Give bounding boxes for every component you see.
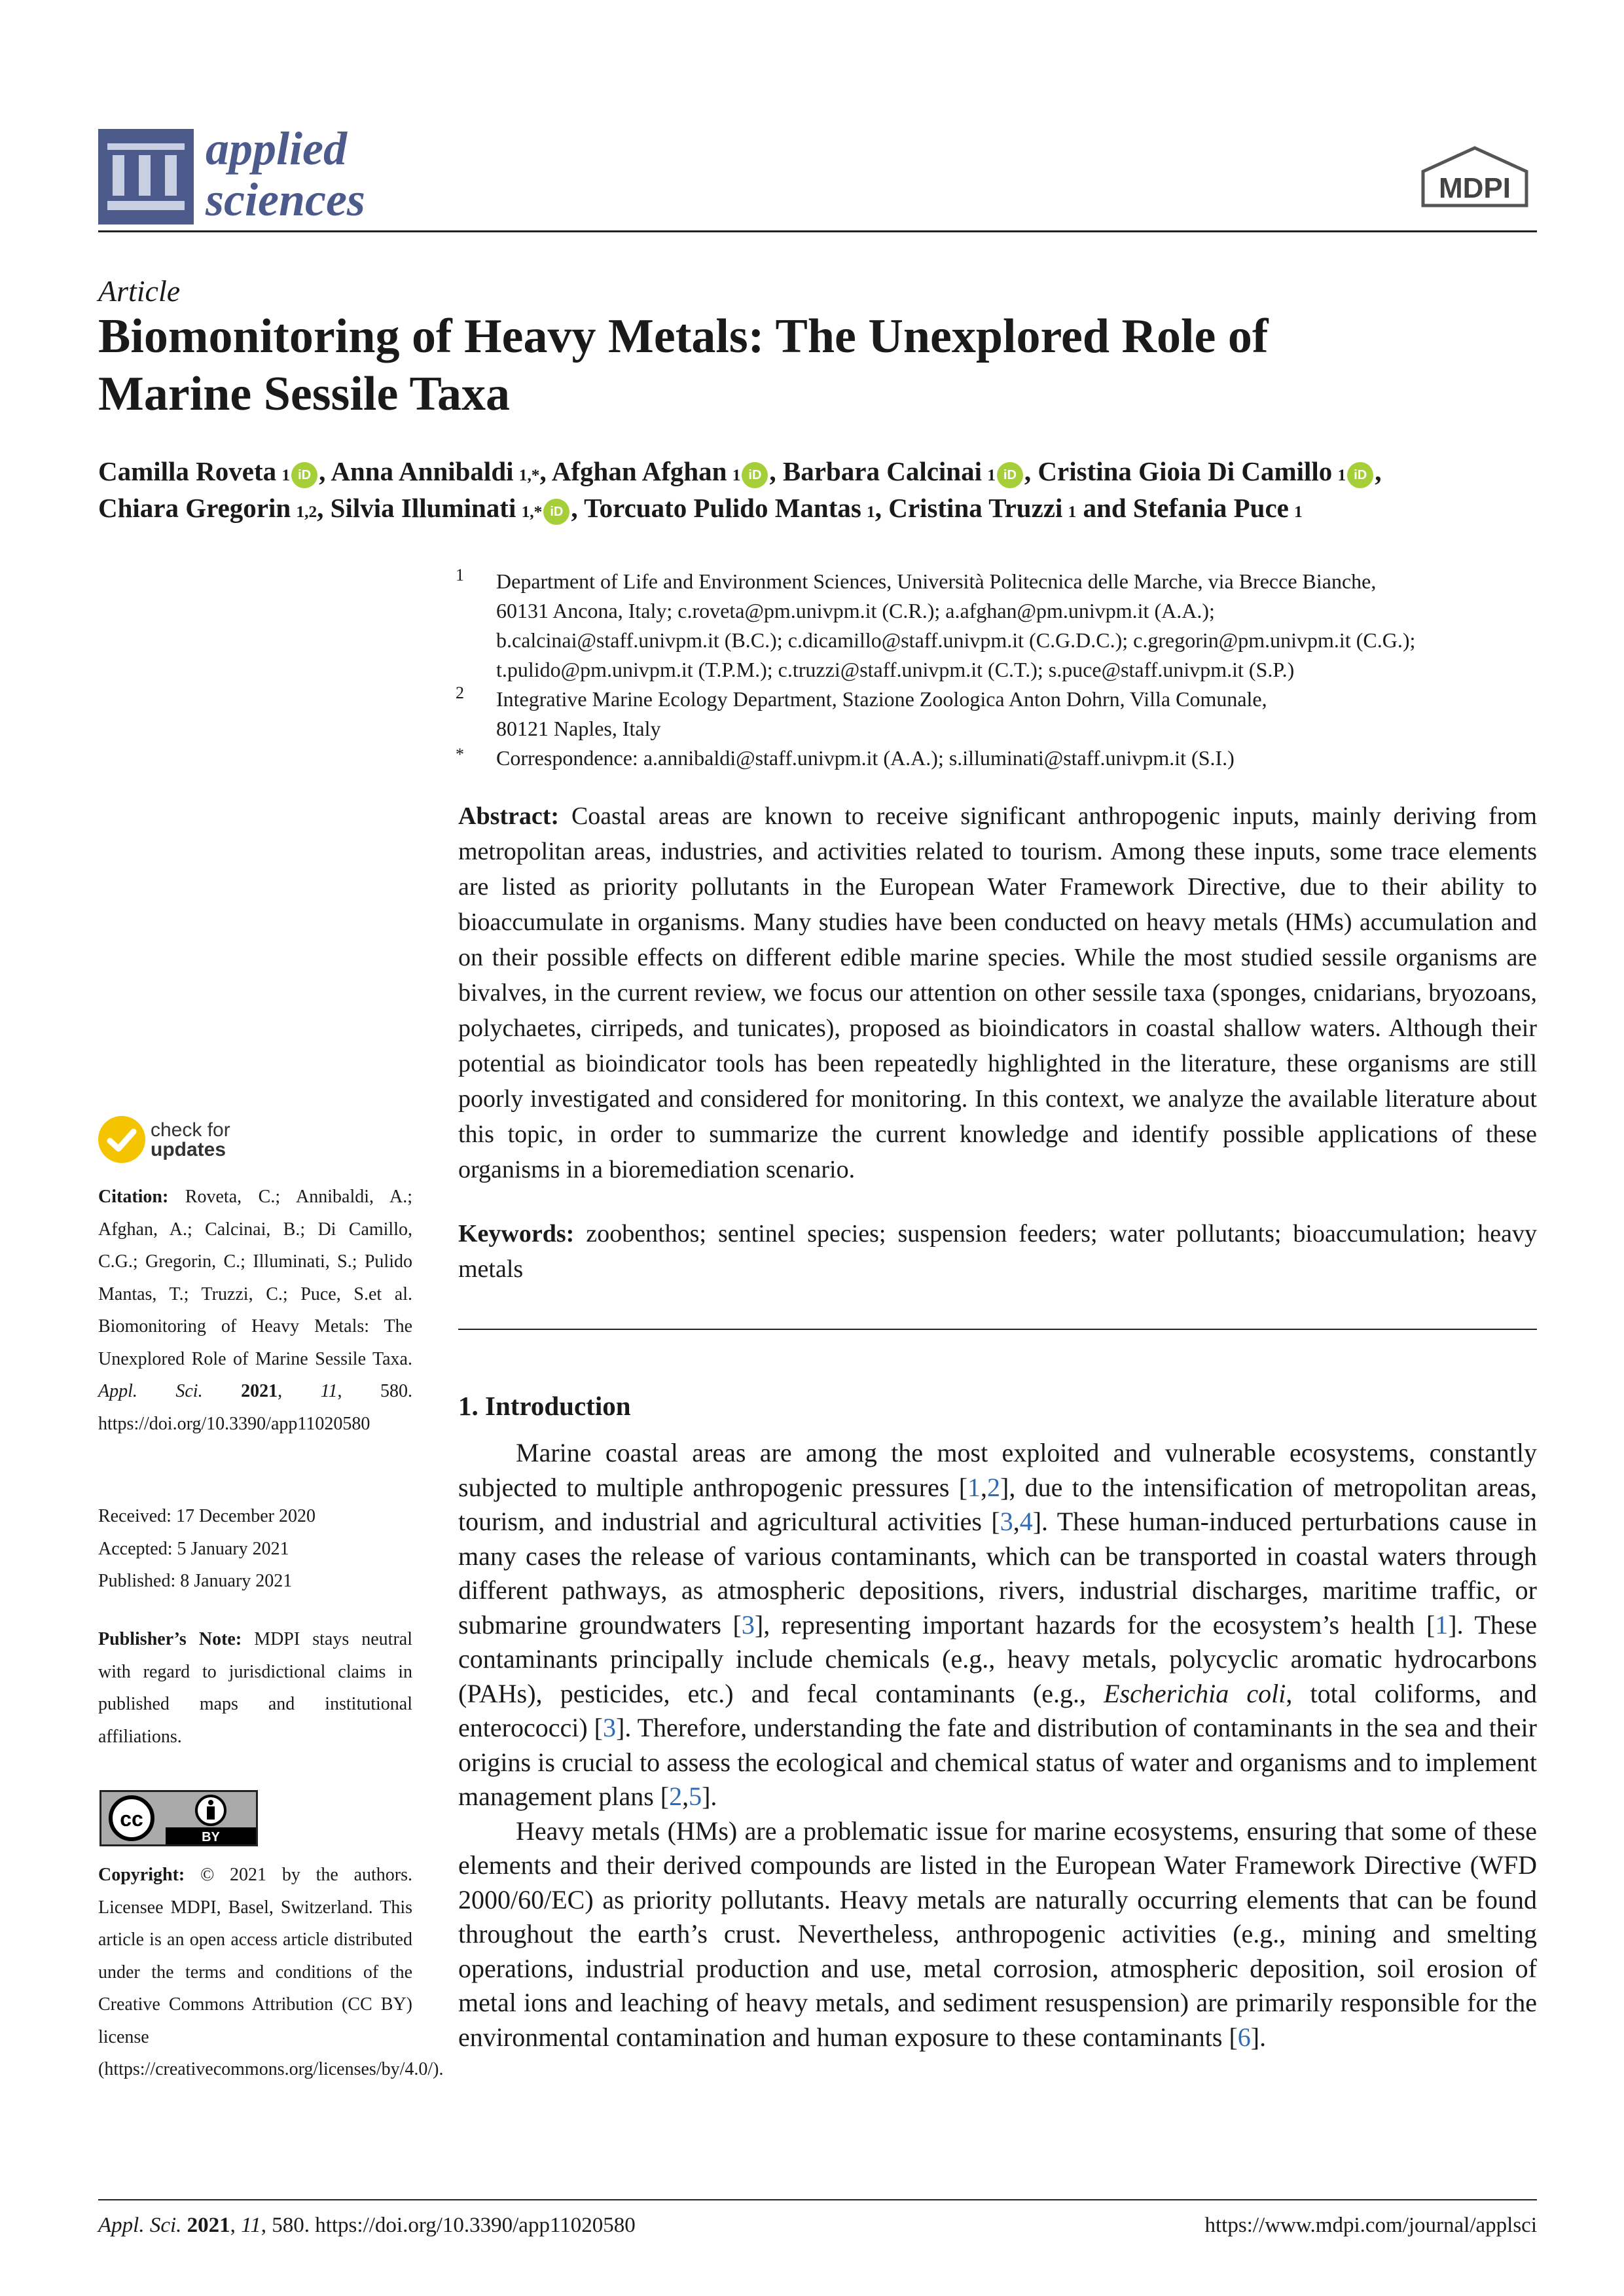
check-for-updates-icon[interactable]: [98, 1116, 145, 1163]
journal-logo-icon: [98, 129, 194, 224]
abstract: [458, 798, 1537, 1187]
received-date: Received: 17 December 2020: [98, 1506, 316, 1526]
citation-link[interactable]: 1: [1435, 1609, 1449, 1640]
correspondence-line: Correspondence: a.annibaldi@staff.univpm.it (A.A.); s.illuminati@staff.univpm.it (S.I.): [496, 746, 1235, 770]
author-name: Afghan Afghan: [551, 456, 727, 486]
author-name: Stefania Puce: [1132, 493, 1289, 523]
affiliation-line: Department of Life and Environment Sciences, Università Politecnica delle Marche, via Brecce Bianche,: [496, 569, 1377, 593]
citation-link[interactable]: 2: [987, 1472, 1001, 1502]
orcid-icon[interactable]: iD: [543, 499, 569, 525]
intro-body: [458, 1436, 1537, 2054]
affiliation-marker: 2: [456, 683, 464, 702]
author-name: Chiara Gregorin: [98, 493, 291, 523]
citation-link[interactable]: 2: [669, 1782, 683, 1811]
publisher-name: MDPI: [1439, 172, 1511, 204]
affiliation-marker: 1: [456, 565, 464, 584]
header-divider: [98, 230, 1537, 232]
article-type: Article: [98, 274, 181, 308]
citation-link[interactable]: 6: [1237, 2022, 1251, 2052]
published-date: Published: 8 January 2021: [98, 1571, 293, 1591]
author-list-line-1: Camilla Roveta $^1$ iD , Anna Annibaldi $^{1,*}$, Afghan Afghan $^1$ iD , Barbara Calcinai $^1$ iD , Cristina Gioia Di Camillo $^1$ iD ,: [98, 453, 1538, 490]
author-name: Cristina Truzzi: [888, 493, 1063, 523]
copyright-block: Copyright: © 2021 by the authors. Licensee MDPI, Basel, Switzerland. This article is an open access article distributed under the terms and conditions of the Creative Commons Attribution (CC BY) license (https://creativecommons.org/licenses/by/4.0/).: [98, 1865, 444, 2079]
author-name: Anna Annibaldi: [331, 456, 514, 486]
author-list-line-2: Chiara Gregorin $^{1,2}$, Silvia Illuminati $^{1,*}$ iD , Torcuato Pulido Mantas $^1$, Cristina Truzzi $^1$ and Stefania Puce $^1$: [98, 490, 1538, 526]
orcid-icon[interactable]: iD: [1347, 462, 1373, 488]
keywords: [458, 1216, 1537, 1287]
cc-label: cc: [120, 1807, 143, 1831]
cc-by-license-icon[interactable]: [99, 1790, 258, 1846]
abstract-text: Coastal areas are known to receive significant anthropogenic inputs, mainly deriving from metropolitan areas, industries, and activities related to tourism. Among these inputs, some trace elements are listed as priority pollutants in the European Water Framework Directive, due to their ability to bioaccumulate in organisms. Many studies have been conducted on heavy metals (HMs) accumulation and on their possible effects on different edible marine species. While the most studied sessile organisms are bivalves, in the current review, we focus our attention on other sessile taxa (sponges, cnidarians, bryozoans, polychaetes, cirripeds, and tunicates), proposed as bioindicators in coastal shallow waters. Although their potential as bioindicator tools has been repeatedly highlighted in the literature, these organisms are still poorly investigated and considered for monitoring. In this context, we analyze the available literature about this topic, in order to summarize the current knowledge and identify possible applications of these organisms in a bioremediation scenario.: [458, 802, 1537, 1183]
accepted-date: Accepted: 5 January 2021: [98, 1538, 289, 1559]
by-label: BY: [202, 1830, 220, 1844]
affiliation-line: t.pulido@pm.univpm.it (T.P.M.); c.truzzi@staff.univpm.it (C.T.); s.puce@staff.univpm.it (S.P.): [496, 658, 1295, 681]
abstract-label: Abstract:: [458, 802, 560, 830]
footer-divider: [98, 2199, 1537, 2200]
citation-link[interactable]: 1: [967, 1472, 981, 1502]
dates-block: [98, 1500, 412, 1598]
check-for-updates-button[interactable]: check for updates: [151, 1119, 230, 1160]
paragraph: Heavy metals (HMs) are a problematic issue for marine ecosystems, ensuring that some of these elements and their derived compounds are listed in the European Water Framework Directive (WFD 2000/60/EC) as priority pollutants. Heavy metals are naturally occurring elements that can be found throughout the earth’s crust. Nevertheless, anthropogenic activities (e.g., mining and smelting operations, industrial production and use, metal corrosion, atmospheric deposition, soil erosion of metal ions and leaching of heavy metals, and sediment resuspension) are primarily responsible for the environmental contamination and human exposure to these contaminants [6].: [458, 1816, 1537, 2052]
citation-link[interactable]: 5: [689, 1782, 702, 1811]
keywords-label: Keywords:: [458, 1220, 575, 1247]
author-name: Silvia Illuminati: [330, 493, 516, 523]
journal-name: applied sciences: [206, 122, 365, 226]
article-title: Biomonitoring of Heavy Metals: The Unexplored Role of Marine Sessile Taxa: [98, 310, 1269, 421]
citation-link[interactable]: 3: [603, 1713, 616, 1742]
author-name: Camilla Roveta: [98, 456, 277, 486]
orcid-icon[interactable]: iD: [997, 462, 1023, 488]
citation-link[interactable]: 3: [1000, 1507, 1013, 1536]
section-divider: [458, 1329, 1537, 1330]
paragraph: Marine coastal areas are among the most exploited and vulnerable ecosystems, constantly subjected to multiple anthropogenic pressures [1,2], due to the intensification of metropolitan areas, tourism, and industrial and agricultural activities [3,4]. These human-induced perturbations cause in many cases the release of various contaminants, which can be transported in coastal waters through different pathways, as atmospheric depositions, rivers, industrial discharges, maritime traffic, or submarine groundwaters [3], representing important hazards for the ecosystem’s health [1]. These contaminants principally include chemicals (e.g., heavy metals, polycyclic aromatic hydrocarbons (PAHs), pesticides, etc.) and fecal contaminants (e.g., Escherichia coli, total coliforms, and enterococci) [3]. Therefore, understanding the fate and distribution of contaminants in the sea and their origins is crucial to assess the ecological and chemical status of water and organisms and to implement management plans [2,5].: [458, 1438, 1538, 1811]
footer-journal-url[interactable]: https://www.mdpi.com/journal/applsci: [1204, 2214, 1537, 2237]
mdpi-logo-icon: [1415, 145, 1534, 216]
keywords-text: zoobenthos; sentinel species; suspension feeders; water pollutants; bioaccumulation; heavy metals: [458, 1220, 1537, 1283]
citation-block: Citation: Roveta, C.; Annibaldi, A.; Afghan, A.; Calcinai, B.; Di Camillo, C.G.; Gregorin, C.; Illuminati, S.; Pulido Mantas, T.; Truzzi, C.; Puce, S.et al. Biomonitoring of Heavy Metals: The Unexplored Role of Marine Sessile Taxa. Appl. Sci. 2021, 11, 580. https://doi.org/10.3390/app11020580: [98, 1187, 413, 1434]
orcid-icon[interactable]: iD: [742, 462, 768, 488]
affiliation-line: 80121 Naples, Italy: [496, 717, 661, 740]
affiliation-line: Integrative Marine Ecology Department, Stazione Zoologica Anton Dohrn, Villa Comunale,: [496, 687, 1267, 711]
footer-citation: Appl. Sci. 2021, 11, 580. https://doi.org/10.3390/app11020580: [98, 2214, 636, 2237]
citation-link[interactable]: 4: [1019, 1507, 1033, 1536]
section-heading: 1. Introduction: [458, 1391, 631, 1421]
citation-link[interactable]: 3: [741, 1609, 755, 1640]
affiliation-marker: *: [456, 745, 464, 764]
species-name: Escherichia coli: [1104, 1678, 1286, 1708]
author-name: Cristina Gioia Di Camillo: [1038, 456, 1333, 486]
publisher-note: Publisher’s Note: MDPI stays neutral with regard to jurisdictional claims in published maps and institutional affiliations.: [98, 1629, 412, 1747]
author-name: Torcuato Pulido Mantas: [584, 493, 861, 523]
author-name: Barbara Calcinai: [782, 456, 982, 486]
affiliation-line: 60131 Ancona, Italy; c.roveta@pm.univpm.it (C.R.); a.afghan@pm.univpm.it (A.A.);: [496, 599, 1215, 622]
affiliation-line: b.calcinai@staff.univpm.it (B.C.); c.dicamillo@staff.univpm.it (C.G.D.C.); c.gregorin@pm.univpm.it (C.G.);: [496, 628, 1416, 652]
orcid-icon[interactable]: iD: [291, 462, 317, 488]
